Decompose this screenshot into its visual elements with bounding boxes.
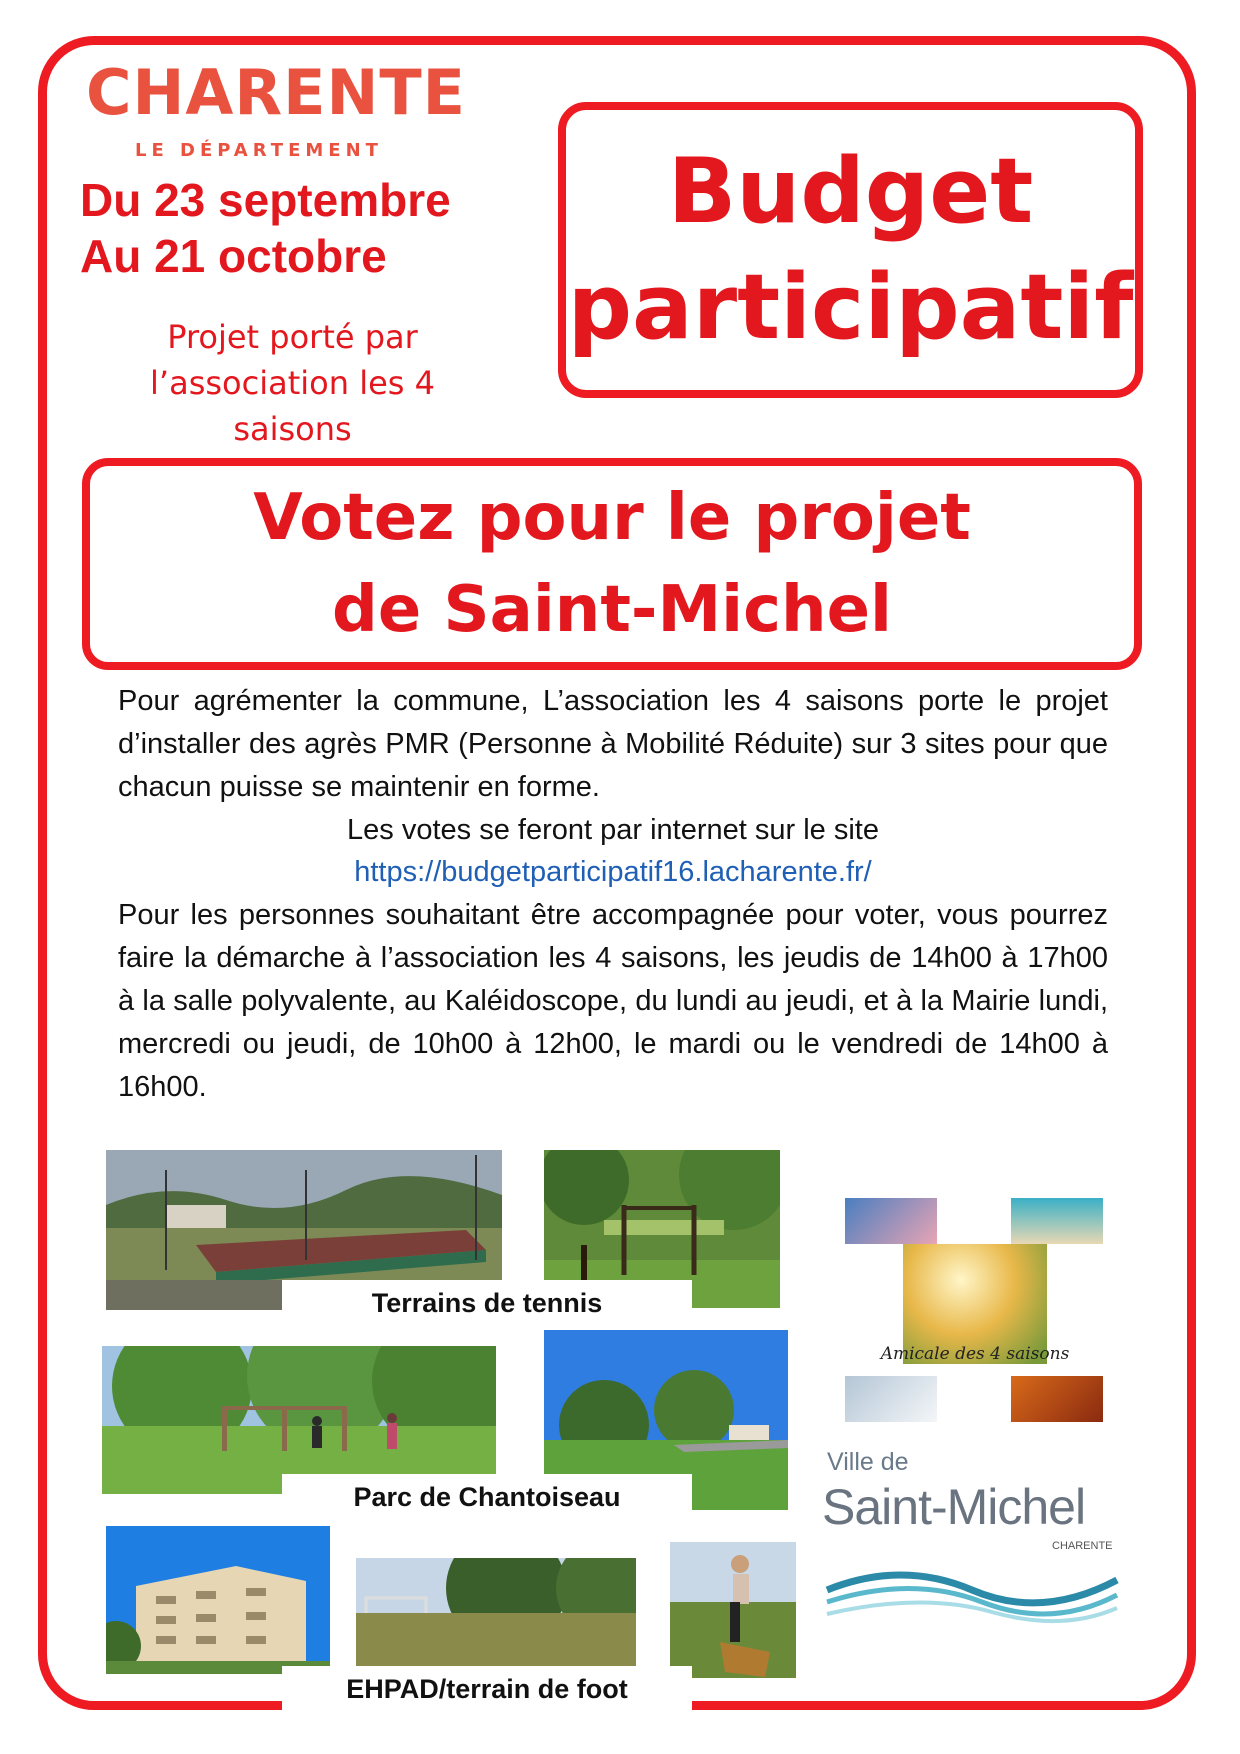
football-field-photo (356, 1558, 636, 1666)
saint-michel-name: Saint-Michel (822, 1479, 1086, 1535)
charente-logo-subtitle: LE DÉPARTEMENT (135, 140, 383, 161)
charente-region-text: CHARENTE (1052, 1540, 1113, 1552)
exercise-woman-photo (670, 1542, 796, 1678)
caption-chantoiseau: Parc de Chantoiseau (282, 1474, 692, 1520)
intro-paragraph: Pour agrémenter la commune, L’association les 4 saisons porte le projet d’installer des agrès PMR (Personne à Mobilité Réduite) sur 3 sites pour que chacun puisse se maintenir en forme. (118, 685, 1108, 803)
ville-de-text: Ville de (827, 1448, 909, 1476)
caption-tennis: Terrains de tennis (282, 1280, 692, 1326)
budget-title-line2: participatif (567, 255, 1134, 360)
vote-title-box (82, 458, 1142, 670)
date-end: Au 21 octobre (80, 230, 387, 282)
date-range (80, 172, 451, 284)
autumn-tile (1011, 1376, 1103, 1422)
caption-ehpad: EHPAD/terrain de foot (282, 1666, 692, 1712)
amicale-label: Amicale des 4 saisons (880, 1344, 1070, 1364)
winter-tile (845, 1376, 937, 1422)
vote-title-line2: de Saint-Michel (332, 573, 892, 647)
vote-url-link[interactable]: https://budgetparticipatif16.lacharente.fr/ (354, 856, 872, 888)
summer-tile (1011, 1198, 1103, 1244)
spring-tile (845, 1198, 937, 1244)
assistance-paragraph: Pour les personnes souhaitant être accompagnée pour voter, vous pourrez faire la démarche à l’association les 4 saisons, les jeudis de 14h00 à 17h00 à la salle polyvalente, au Kaléidoscope, du lundi au jeudi, et à la Mairie lundi, mercredi ou jeudi, de 10h00 à 12h00, le mardi ou le vendredi de 14h00 à 16h00. (118, 899, 1108, 1103)
saint-michel-logo (822, 1448, 1122, 1626)
waves-icon (822, 1550, 1122, 1626)
budget-title-box (558, 102, 1143, 398)
chantoiseau-fitness-photo (102, 1346, 496, 1494)
vote-instructions: Les votes se feront par internet sur le site (347, 814, 879, 846)
ehpad-building-photo (106, 1526, 330, 1674)
date-start: Du 23 septembre (80, 174, 451, 226)
project-carrier: Projet porté par l’association les 4 saisons (150, 318, 435, 448)
vote-title-line1: Votez pour le projet (253, 481, 971, 555)
budget-title-line1: Budget (667, 139, 1034, 244)
amicale-logo (845, 1198, 1105, 1424)
charente-logo: CHARENTE (86, 56, 466, 129)
